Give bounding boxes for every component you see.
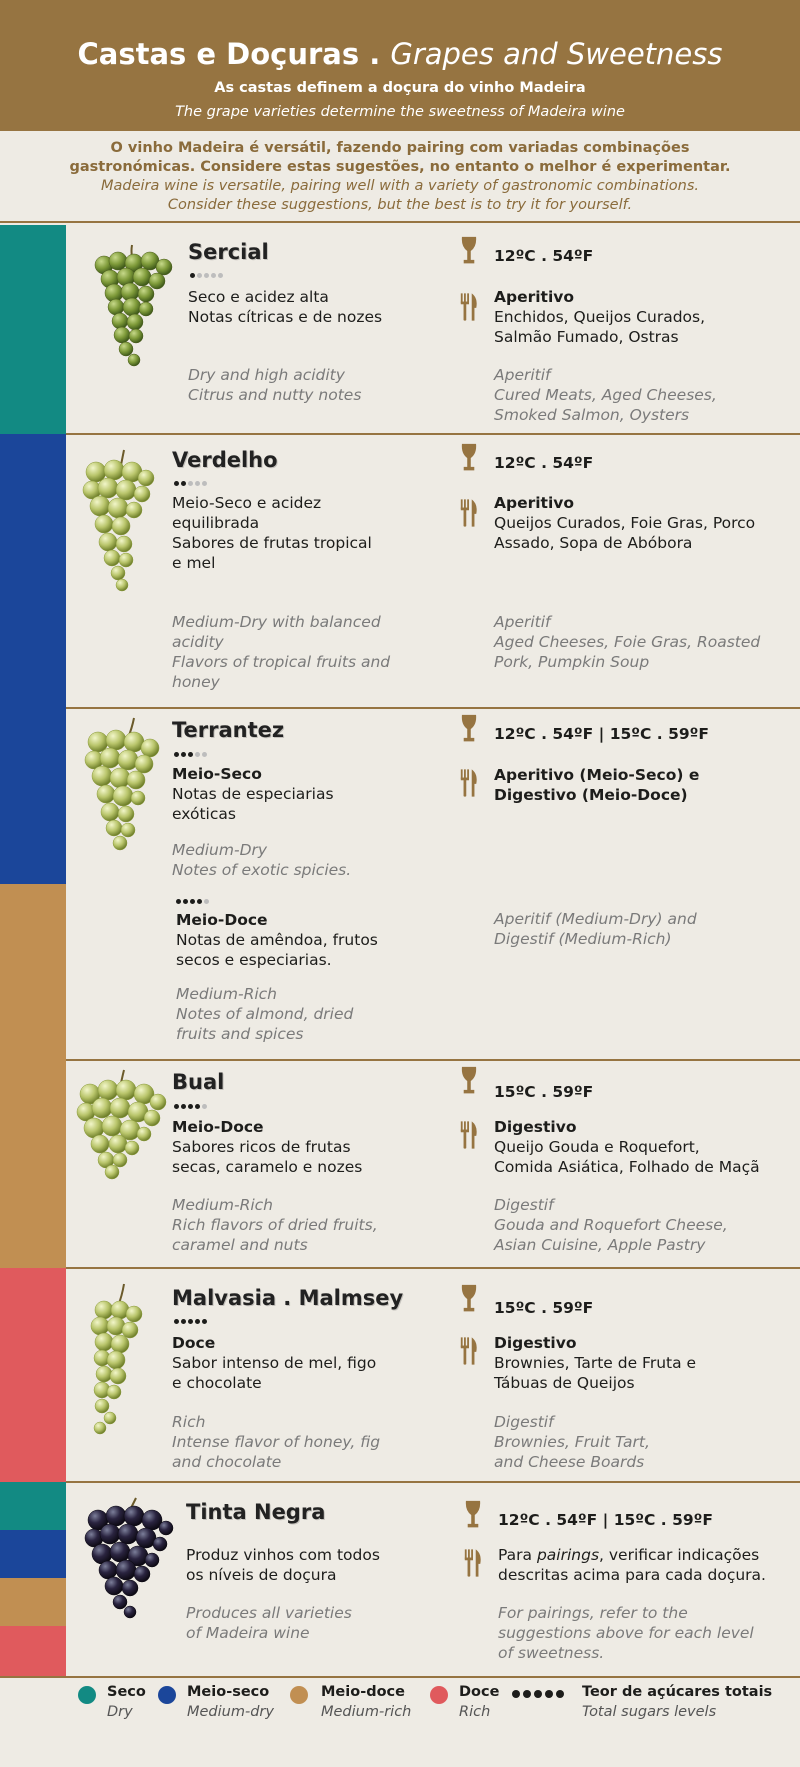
malvasia-pairing-en-title: Digestif [494,1413,554,1431]
sercial-pairing-line: Salmão Fumado, Ostras [494,328,679,346]
tinta-negra-desc-pt [186,1545,380,1585]
wine-glass-icon [460,236,478,266]
tinta-negra-temperature: 12ºC . 54ºF | 15ºC . 59ºF [498,1511,713,1529]
verdelho-pairing-pt [494,493,755,553]
legend-sugar-en: Total sugars levels [582,1704,717,1720]
band-doce [0,1268,66,1482]
sweetness-dot [195,481,200,486]
sercial-pairing-line: Enchidos, Queijos Curados, [494,308,706,326]
cutlery-icon [459,498,479,528]
tinta-negra-desc-en-line: of Madeira wine [186,1624,310,1642]
malvasia-grape-image [80,1282,150,1442]
tinta-negra-pairing-en-line: For pairings, refer to the [498,1604,688,1622]
sweetness-dot [174,1104,179,1109]
bual-pairing-en-line: Asian Cuisine, Apple Pastry [494,1236,706,1254]
verdelho-pairing-en [494,612,760,672]
terrantez-rich-en-line: Medium-Rich [176,985,277,1003]
terrantez-pairing-pt [494,765,699,805]
malvasia-sweetness-dots [174,1319,207,1327]
tinta-negra-pairing-line: descritas acima para cada doçura. [498,1566,766,1584]
tinta-negra-pairing-pt [498,1545,766,1585]
sweetness-dot [176,899,181,904]
malvasia-desc-en-line: and chocolate [172,1453,282,1471]
verdelho-desc-pt [172,493,372,573]
sweetness-dot [181,752,186,757]
sercial-pairing-title: Aperitivo [494,288,575,306]
band-seco [0,225,66,434]
tinta-negra-desc-pt-line: Produz vinhos com todos [186,1546,380,1564]
sercial-pairing-en [494,365,717,425]
sercial-grape-image [84,243,180,368]
band-meio-seco-verdelho [0,434,66,708]
verdelho-desc-en-line: honey [172,673,220,691]
verdelho-name: Verdelho [172,448,278,472]
terrantez-rich-style: Meio-Doce [176,911,268,929]
terrantez-dry-en-line: Medium-Dry [172,841,268,859]
sweetness-dot [181,1319,186,1324]
verdelho-desc-pt-line: e mel [172,554,216,572]
bual-pairing-line: Queijo Gouda e Roquefort, [494,1138,700,1156]
legend-meio-seco-dot [158,1686,176,1704]
cutlery-icon [459,768,479,798]
terrantez-dry-desc-line: exóticas [172,805,236,823]
bual-desc-pt [172,1117,362,1177]
malvasia-temperature: 15ºC . 59ºF [494,1299,594,1317]
sercial-sweetness-dots [190,273,223,281]
legend-meio-seco-en: Medium-dry [187,1704,274,1720]
sweetness-dot [188,481,193,486]
tinta-negra-pairing-line [498,1545,766,1565]
cutlery-icon [459,1120,479,1150]
intro-pt-line1: O vinho Madeira é versátil, fazendo pairing com variadas combinações [110,140,690,156]
legend-sugar-dots [512,1690,564,1698]
band-meio-seco-terrantez [0,708,66,884]
wine-glass-icon [460,1066,478,1096]
row-divider [66,1059,800,1061]
sweetness-dot [195,752,200,757]
cutlery-icon [459,1336,479,1366]
tinta-negra-grape-image [82,1496,174,1620]
terrantez-rich-desc-line: secos e especiarias. [176,951,332,969]
bual-desc-pt-line: secas, caramelo e nozes [172,1158,363,1176]
verdelho-pairing-title: Aperitivo [494,494,575,512]
verdelho-desc-en [172,612,390,692]
sweetness-dot [174,752,179,757]
band-tinta-seco [0,1482,66,1530]
title-en: Grapes and Sweetness [390,37,723,71]
legend-seco-dot [78,1686,96,1704]
wine-glass-icon [460,714,478,744]
sweetness-dot [188,1319,193,1324]
malvasia-desc-en-line: Rich [172,1413,206,1431]
sercial-desc-en-line: Citrus and nutty notes [188,386,362,404]
legend-seco-label: Seco [107,1684,146,1700]
bual-desc-en-line: caramel and nuts [172,1236,308,1254]
tinta-negra-pairing-en-line: of sweetness. [498,1644,605,1662]
title-pt: Castas e Doçuras . [77,37,391,71]
bual-desc-en-line: Medium-Rich [172,1196,273,1214]
bual-pairing-line: Comida Asiática, Folhado de Maçã [494,1158,760,1176]
sercial-pairing-pt [494,287,705,347]
verdelho-temperature: 12ºC . 54ºF [494,454,594,472]
tinta-negra-desc-en [186,1603,352,1643]
malvasia-desc-en-line: Intense flavor of honey, fig [172,1433,381,1451]
bual-pairing-pt [494,1117,760,1177]
sweetness-dot [202,1319,207,1324]
verdelho-sweetness-dots [174,481,207,489]
sercial-pairing-en-line: Smoked Salmon, Oysters [494,406,690,424]
sercial-name: Sercial [188,240,269,264]
legend-sugar-label: Teor de açúcares totais [582,1684,773,1700]
sweetness-dot [190,273,195,278]
wine-glass-icon [460,1284,478,1314]
band-tinta-meio-seco [0,1530,66,1578]
terrantez-dry-sweetness-dots [174,752,207,760]
verdelho-pairing-line: Queijos Curados, Foie Gras, Porco [494,514,756,532]
terrantez-temperature: 12ºC . 54ºF | 15ºC . 59ºF [494,725,709,743]
header [0,0,800,131]
sweetness-dot [197,899,202,904]
malvasia-pairing-title: Digestivo [494,1334,577,1352]
legend-meio-doce-label: Meio-doce [321,1684,405,1700]
sercial-desc-en [188,365,361,405]
terrantez-rich-desc-en [176,984,353,1044]
legend-doce-dot [430,1686,448,1704]
bual-style: Meio-Doce [172,1118,264,1136]
row-divider [66,1267,800,1269]
sweetness-dot [190,899,195,904]
sweetness-dot [202,752,207,757]
terrantez-rich-en-line: Notes of almond, dried [176,1005,354,1023]
page-title [0,38,800,70]
sweetness-dot [202,1104,207,1109]
terrantez-dry-desc-pt [172,764,334,824]
sercial-pairing-en-line: Cured Meats, Aged Cheeses, [494,386,717,404]
cutlery-icon [459,292,479,322]
bual-pairing-title: Digestivo [494,1118,577,1136]
sercial-temperature: 12ºC . 54ºF [494,247,594,265]
row-divider [66,1481,800,1483]
terrantez-dry-desc-en [172,840,351,880]
tinta-negra-desc-en-line: Produces all varieties [186,1604,352,1622]
legend-meio-doce-dot [290,1686,308,1704]
terrantez-rich-sweetness-dots [176,899,209,907]
tinta-negra-pairing-fragment: , verificar indicações [599,1546,760,1564]
bual-sweetness-dots [174,1104,207,1112]
sweetness-dot [197,273,202,278]
bual-pairing-en [494,1195,728,1255]
sweetness-dot [174,481,179,486]
sweetness-dot [183,899,188,904]
verdelho-desc-en-line: Flavors of tropical fruits and [172,653,391,671]
sweetness-dot [195,1319,200,1324]
malvasia-desc-en [172,1412,380,1472]
terrantez-pairing-en-line: Digestif (Medium-Rich) [494,930,672,948]
malvasia-desc-pt-line: Sabor intenso de mel, figo [172,1354,377,1372]
subtitle-pt: As castas definem a doçura do vinho Madeira [214,80,586,96]
tinta-negra-desc-pt-line: os níveis de doçura [186,1566,337,1584]
band-meio-doce-bual [0,1060,66,1268]
sercial-desc-en-line: Dry and high acidity [188,366,345,384]
terrantez-rich-desc-line: Notas de amêndoa, frutos [176,931,378,949]
bual-name: Bual [172,1070,225,1094]
legend-doce-en: Rich [459,1704,491,1720]
row-divider [66,707,800,709]
intro-text [0,131,800,223]
verdelho-pairing-en-line: Aged Cheeses, Foie Gras, Roasted [494,633,761,651]
verdelho-grape-image [74,448,160,593]
malvasia-desc-pt-line: e chocolate [172,1374,262,1392]
band-tinta-doce [0,1626,66,1676]
verdelho-desc-pt-line: Sabores de frutas tropical [172,534,372,552]
legend-doce-label: Doce [459,1684,500,1700]
legend-seco-en: Dry [107,1704,133,1720]
sweetness-dot [218,273,223,278]
sweetness-dot [188,1104,193,1109]
verdelho-desc-pt-line: Meio-Seco e acidez [172,494,322,512]
sweetness-dot [211,273,216,278]
bual-pairing-en-line: Gouda and Roquefort Cheese, [494,1216,728,1234]
bual-grape-image [72,1068,168,1183]
terrantez-dry-en-line: Notes of exotic spicies. [172,861,352,879]
verdelho-pairing-en-line: Pork, Pumpkin Soup [494,653,650,671]
tinta-negra-pairing-fragment: Para [498,1546,537,1564]
malvasia-pairing-line: Tábuas de Queijos [494,1374,635,1392]
sercial-pairing-en-title: Aperitif [494,366,551,384]
wine-glass-icon [464,1500,482,1530]
sweetness-dot [181,1104,186,1109]
verdelho-pairing-en-title: Aperitif [494,613,551,631]
terrantez-pairing-line: Digestivo (Meio-Doce) [494,786,688,804]
bual-desc-pt-line: Sabores ricos de frutas [172,1138,351,1156]
malvasia-pairing-en-line: and Cheese Boards [494,1453,645,1471]
sweetness-dot [195,1104,200,1109]
bual-pairing-en-title: Digestif [494,1196,554,1214]
tinta-negra-pairing-en [498,1603,754,1663]
terrantez-grape-image [78,716,164,861]
sweetness-dot [174,1319,179,1324]
verdelho-desc-en-line: Medium-Dry with balanced [172,613,381,631]
terrantez-name: Terrantez [172,718,285,742]
sercial-desc-pt-line: Notas cítricas e de nozes [188,308,383,326]
intro-en-line1: Madeira wine is versatile, pairing well with a variety of gastronomic combinations. [100,178,700,194]
terrantez-pairing-en [494,909,697,949]
malvasia-name: Malvasia . Malmsey [172,1286,404,1310]
intro-en-line2: Consider these suggestions, but the best is to try it for yourself. [167,197,633,213]
tinta-negra-name: Tinta Negra [186,1500,326,1524]
cutlery-icon [463,1548,483,1578]
band-meio-doce-terrantez [0,884,66,1060]
bual-desc-en [172,1195,378,1255]
sweetness-dot [202,481,207,486]
subtitle-en: The grape varieties determine the sweetness of Madeira wine [175,104,625,120]
malvasia-desc-pt [172,1333,376,1393]
wine-glass-icon [460,443,478,473]
bual-temperature: 15ºC . 59ºF [494,1083,594,1101]
bual-desc-en-line: Rich flavors of dried fruits, [172,1216,378,1234]
sercial-desc-pt [188,287,382,327]
legend-meio-seco-label: Meio-seco [187,1684,270,1700]
terrantez-pairing-en-line: Aperitif (Medium-Dry) and [494,910,697,928]
malvasia-style: Doce [172,1334,216,1352]
malvasia-pairing-pt [494,1333,696,1393]
sweetness-dot [204,273,209,278]
legend [0,1676,800,1767]
intro-pt-line2: gastronómicas. Considere estas sugestões, no entanto o melhor é experimentar. [69,159,731,175]
verdelho-pairing-line: Assado, Sopa de Abóbora [494,534,693,552]
tinta-negra-pairing-en-line: suggestions above for each level [498,1624,754,1642]
sercial-desc-pt-line: Seco e acidez alta [188,288,329,306]
malvasia-pairing-line: Brownies, Tarte de Fruta e [494,1354,697,1372]
row-divider [66,433,800,435]
terrantez-rich-desc-pt [176,910,378,970]
terrantez-rich-en-line: fruits and spices [176,1025,304,1043]
verdelho-desc-en-line: acidity [172,633,224,651]
sweetness-dot [204,899,209,904]
terrantez-pairing-line: Aperitivo (Meio-Seco) e [494,766,700,784]
legend-meio-doce-en: Medium-rich [321,1704,412,1720]
terrantez-dry-style: Meio-Seco [172,765,262,783]
band-tinta-meio-doce [0,1578,66,1626]
malvasia-pairing-en [494,1412,650,1472]
terrantez-dry-desc-line: Notas de especiarias [172,785,334,803]
verdelho-desc-pt-line: equilibrada [172,514,260,532]
tinta-negra-pairing-fragment: pairings [536,1546,600,1564]
sweetness-dot [188,752,193,757]
sweetness-dot [181,481,186,486]
malvasia-pairing-en-line: Brownies, Fruit Tart, [494,1433,650,1451]
